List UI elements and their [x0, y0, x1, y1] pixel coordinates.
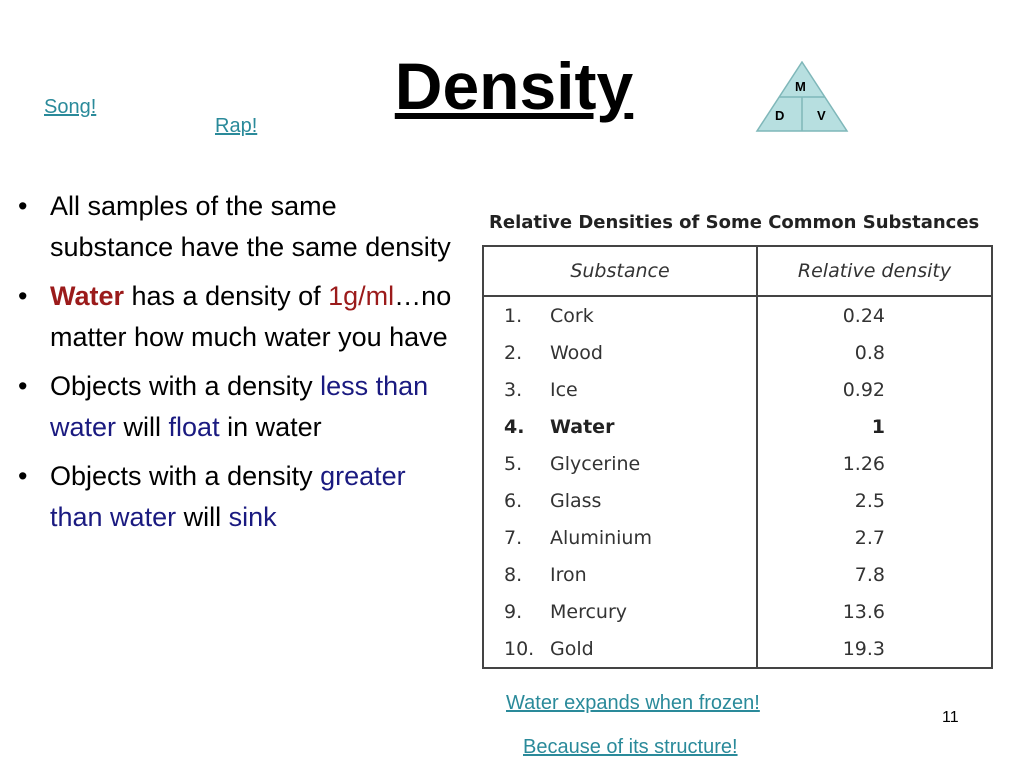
bullet-highlight: Water: [50, 281, 125, 311]
row-number: 7.: [504, 526, 523, 549]
substance-name: Water: [550, 415, 615, 438]
triangle-density-label: D: [775, 108, 785, 123]
density-table: [482, 245, 993, 669]
rap-link[interactable]: Rap!: [215, 115, 258, 137]
bullet-sink: [12, 456, 462, 538]
table-row-water: [483, 408, 992, 445]
density-value: 19.3: [842, 637, 885, 660]
bullet-text: will: [176, 502, 229, 532]
table-row: [483, 334, 992, 371]
triangle-icon: [755, 61, 849, 133]
bullet-water-density: [12, 276, 462, 358]
bullet-same-density: [12, 186, 462, 268]
substance-name: Ice: [550, 378, 578, 401]
substance-name: Mercury: [550, 600, 628, 623]
row-number: 9.: [504, 600, 523, 623]
row-number: 5.: [504, 452, 523, 475]
bullet-float: [12, 366, 462, 448]
bullet-highlight: float: [168, 412, 220, 442]
table-row: [483, 556, 992, 593]
density-value: 2.7: [854, 526, 885, 549]
bullet-highlight: sink: [228, 502, 277, 532]
bullet-text: will: [116, 412, 169, 442]
bullet-text: Objects with a density: [50, 371, 321, 401]
density-value: 13.6: [842, 600, 885, 623]
table-row: [483, 519, 992, 556]
density-value: 1.26: [842, 452, 885, 475]
water-expands-link[interactable]: Water expands when frozen!: [506, 692, 760, 714]
bullet-highlight: less than water: [50, 371, 429, 442]
bullet-highlight: 1g/ml: [328, 281, 395, 311]
bullet-highlight: greater than water: [50, 461, 406, 532]
density-value: 0.8: [854, 341, 885, 364]
bullet-text: has a density of: [124, 281, 329, 311]
song-link[interactable]: Song!: [44, 96, 97, 118]
row-number: 4.: [504, 415, 525, 438]
structure-link[interactable]: Because of its structure!: [523, 736, 738, 758]
header-substance: Substance: [483, 246, 757, 296]
header-relative-density: Relative density: [757, 246, 992, 296]
table-row: [483, 371, 992, 408]
density-triangle: [755, 61, 849, 133]
substance-name: Iron: [550, 563, 587, 586]
substance-name: Aluminium: [550, 526, 652, 549]
density-value: 0.24: [842, 304, 885, 327]
bullet-text: Objects with a density: [50, 461, 321, 491]
substance-name: Glass: [550, 489, 602, 512]
row-number: 6.: [504, 489, 523, 512]
table-row: [483, 482, 992, 519]
density-value: 1: [871, 415, 885, 438]
page-title: Density: [394, 49, 634, 123]
bullet-text: All samples of the same substance have the same density: [50, 191, 451, 262]
row-number: 1.: [504, 304, 523, 327]
table-row: [483, 630, 992, 668]
triangle-volume-label: V: [817, 108, 826, 123]
row-number: 3.: [504, 378, 523, 401]
substance-name: Wood: [550, 341, 603, 364]
bullet-text: in water: [219, 412, 322, 442]
substance-name: Gold: [550, 637, 594, 660]
bullet-list: [12, 186, 462, 546]
table-row: [483, 296, 992, 334]
substance-name: Cork: [550, 304, 594, 327]
table-row: [483, 445, 992, 482]
density-value: 0.92: [842, 378, 885, 401]
table-title: Relative Densities of Some Common Substances: [489, 212, 980, 233]
row-number: 8.: [504, 563, 523, 586]
row-number: 10.: [504, 637, 535, 660]
bullet-text: …no matter how much water you have: [50, 281, 452, 352]
slide-number: 11: [942, 709, 959, 726]
substance-name: Glycerine: [550, 452, 641, 475]
density-value: 7.8: [854, 563, 885, 586]
table-row: [483, 593, 992, 630]
row-number: 2.: [504, 341, 523, 364]
density-value: 2.5: [854, 489, 885, 512]
triangle-mass-label: M: [795, 79, 806, 94]
